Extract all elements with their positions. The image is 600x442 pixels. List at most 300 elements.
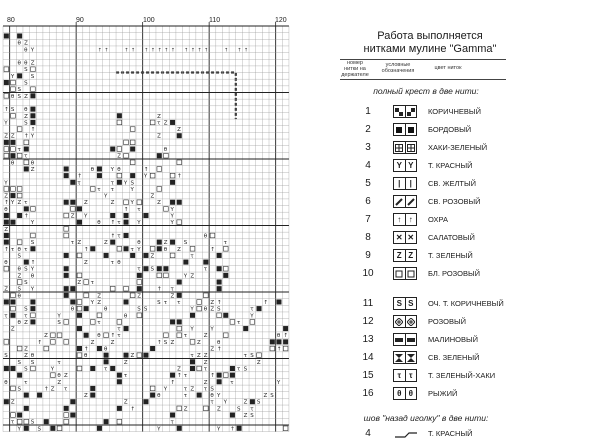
- svg-text:S: S: [236, 406, 241, 413]
- svg-text:τ: τ: [97, 186, 101, 193]
- thread-color-name: СВ. РОЗОВЫЙ: [428, 197, 481, 206]
- svg-text:Y: Y: [30, 286, 35, 293]
- svg-text:Y: Y: [110, 166, 114, 173]
- svg-text:Y: Y: [137, 220, 141, 227]
- thread-number: 16: [362, 388, 374, 399]
- svg-text:θ: θ: [217, 339, 221, 346]
- thread-number: 6: [365, 196, 371, 207]
- svg-text:↑: ↑: [4, 200, 9, 207]
- svg-text:S: S: [10, 107, 15, 114]
- svg-text:S: S: [37, 426, 41, 433]
- svg-text:Y: Y: [217, 393, 221, 400]
- thread-row: [300, 314, 560, 330]
- svg-text:S: S: [256, 399, 261, 406]
- svg-text:Y: Y: [163, 386, 168, 393]
- svg-text:Y: Y: [250, 313, 254, 320]
- svg-text:Y: Y: [30, 266, 35, 273]
- svg-text:↑: ↑: [223, 47, 229, 54]
- svg-text:τ: τ: [236, 366, 241, 373]
- svg-text:Y: Y: [143, 173, 148, 180]
- thread-number: 5: [365, 178, 371, 189]
- svg-text:Y: Y: [223, 399, 228, 406]
- svg-text:Z: Z: [24, 346, 28, 353]
- thread-row: [300, 140, 560, 156]
- svg-text:Z: Z: [210, 306, 215, 313]
- svg-text:Y: Y: [170, 220, 174, 227]
- svg-text:Z: Z: [170, 339, 175, 346]
- svg-text:S: S: [24, 120, 28, 127]
- svg-text:Z: Z: [77, 280, 82, 286]
- svg-text:τ: τ: [183, 373, 188, 380]
- svg-text:Z: Z: [150, 253, 155, 260]
- svg-text:τ: τ: [170, 286, 174, 293]
- thread-row: [300, 194, 560, 210]
- svg-text:τ: τ: [117, 220, 121, 227]
- symbol-cell: [394, 334, 405, 345]
- svg-text:Z: Z: [117, 153, 122, 160]
- svg-text:Z: Z: [203, 379, 208, 386]
- svg-text:τ: τ: [24, 153, 28, 160]
- thread-color-name: Т. КРАСНЫЙ: [428, 161, 473, 170]
- svg-text:↑: ↑: [4, 107, 9, 114]
- axis-number-90: 90: [76, 17, 84, 24]
- thread-color-name: ОХРА: [428, 215, 449, 224]
- svg-text:Y: Y: [157, 426, 161, 433]
- svg-text:θ: θ: [10, 93, 15, 100]
- svg-text:↑: ↑: [143, 166, 149, 173]
- symbol-cell: ✕: [395, 233, 403, 242]
- symbol-cell: [405, 334, 417, 345]
- svg-text:S: S: [24, 266, 28, 273]
- svg-text:Z: Z: [150, 193, 155, 200]
- backstitch-section-title: шов "назад иголку" в две нити:: [363, 413, 489, 423]
- svg-text:Z: Z: [177, 246, 181, 253]
- thread-color-name: БЛ. РОЗОВЫЙ: [428, 269, 480, 278]
- svg-text:τ: τ: [70, 240, 75, 247]
- svg-text:τ: τ: [110, 260, 114, 267]
- svg-text:Z: Z: [137, 293, 141, 300]
- svg-text:S: S: [217, 306, 221, 313]
- thread-number: 7: [365, 214, 371, 225]
- svg-text:τ: τ: [130, 246, 134, 253]
- svg-text:Z: Z: [24, 319, 28, 326]
- svg-text:Z: Z: [256, 359, 261, 366]
- s-letter-icon: [393, 297, 417, 310]
- svg-text:τ: τ: [4, 313, 8, 320]
- svg-text:Z: Z: [203, 353, 208, 360]
- svg-text:↑: ↑: [30, 260, 36, 267]
- svg-text:τ: τ: [24, 246, 28, 253]
- axis-number-80: 80: [7, 17, 15, 24]
- svg-text:↑: ↑: [184, 47, 189, 54]
- svg-text:Z: Z: [30, 60, 35, 67]
- y-letter-icon: [393, 159, 417, 172]
- svg-text:Z: Z: [197, 339, 201, 346]
- svg-text:Z: Z: [210, 299, 215, 306]
- svg-text:Z: Z: [44, 333, 48, 340]
- thread-row: [300, 332, 560, 348]
- svg-text:↑: ↑: [230, 426, 235, 433]
- svg-text:Z: Z: [243, 399, 248, 406]
- svg-text:θ: θ: [24, 47, 28, 54]
- svg-text:τ: τ: [17, 147, 21, 153]
- svg-text:τ: τ: [110, 186, 114, 193]
- thread-number: 4: [365, 428, 371, 439]
- svg-text:Z: Z: [110, 339, 115, 346]
- svg-text:Z: Z: [84, 260, 88, 267]
- svg-text:Z: Z: [84, 200, 88, 207]
- svg-text:Z: Z: [210, 346, 215, 353]
- thread-color-name: РЫЖИЙ: [428, 389, 458, 398]
- svg-text:τ: τ: [64, 386, 68, 393]
- legend-title: Работа выполняется: [377, 30, 483, 42]
- svg-text:Z: Z: [57, 379, 62, 386]
- svg-text:θ: θ: [30, 353, 35, 360]
- svg-text:↑: ↑: [144, 47, 149, 54]
- full-cross-section-title: полный крест в две нити:: [373, 86, 479, 96]
- symbol-cell: [394, 352, 405, 363]
- svg-text:Y: Y: [57, 313, 61, 320]
- svg-text:τ: τ: [123, 373, 128, 380]
- svg-text:↑: ↑: [130, 47, 136, 54]
- svg-text:θ: θ: [90, 166, 95, 173]
- theta-circle-icon: [393, 387, 417, 400]
- svg-text:θ: θ: [163, 147, 168, 153]
- svg-text:S: S: [210, 386, 214, 393]
- svg-text:τ: τ: [117, 233, 121, 240]
- svg-text:↑: ↑: [190, 47, 195, 54]
- svg-text:θ: θ: [97, 220, 101, 227]
- svg-text:τ: τ: [137, 266, 141, 273]
- svg-text:↑: ↑: [217, 299, 222, 306]
- thread-color-name: КОРИЧНЕВЫЙ: [428, 107, 481, 116]
- svg-text:Z: Z: [4, 133, 8, 140]
- svg-text:S: S: [24, 80, 28, 87]
- svg-text:Y: Y: [183, 273, 188, 280]
- svg-text:Z: Z: [157, 133, 161, 140]
- svg-text:θ: θ: [17, 60, 21, 67]
- svg-text:↑: ↑: [30, 127, 36, 134]
- thread-row: [300, 266, 560, 282]
- thread-color-name: Т. КРАСНЫЙ: [428, 429, 473, 438]
- solid-squares-icon: [393, 123, 417, 136]
- symbol-cell: |: [398, 179, 401, 188]
- svg-text:Z: Z: [243, 413, 248, 419]
- pattern-grid: [0, 0, 292, 437]
- backstitch-line-icon: [395, 432, 417, 438]
- thread-color-name: РОЗОВЫЙ: [428, 317, 466, 326]
- thread-row: [300, 350, 560, 366]
- svg-text:Z: Z: [190, 386, 195, 393]
- svg-text:Z: Z: [263, 393, 268, 400]
- svg-text:S: S: [30, 359, 35, 366]
- svg-text:τ: τ: [57, 359, 61, 366]
- svg-text:S: S: [17, 93, 21, 100]
- symbol-cell: τ: [397, 371, 402, 380]
- svg-text:↑: ↑: [210, 246, 215, 253]
- svg-text:τ: τ: [117, 333, 121, 340]
- svg-text:↑: ↑: [104, 47, 109, 54]
- svg-text:θ: θ: [30, 160, 35, 167]
- symbol-cell: Z: [396, 251, 402, 260]
- svg-text:Z: Z: [10, 399, 15, 406]
- svg-text:Z: Z: [203, 333, 208, 340]
- svg-text:↑: ↑: [164, 47, 169, 54]
- svg-text:Y: Y: [190, 306, 194, 313]
- svg-text:↑: ↑: [110, 233, 116, 240]
- svg-text:Z: Z: [64, 373, 68, 380]
- thread-row: [300, 176, 560, 192]
- hollow-square-icon: [393, 267, 417, 280]
- svg-text:Y: Y: [130, 186, 134, 193]
- symbol-cell: [405, 196, 417, 207]
- svg-text:↑: ↑: [130, 406, 136, 413]
- svg-text:S: S: [250, 413, 254, 419]
- svg-text:τ: τ: [24, 313, 28, 320]
- svg-text:τ: τ: [10, 419, 15, 426]
- svg-text:τ: τ: [90, 280, 94, 286]
- z-letter-icon: [393, 249, 417, 262]
- svg-text:τ: τ: [10, 246, 15, 253]
- svg-text:θ: θ: [163, 246, 168, 253]
- svg-text:θ: θ: [17, 246, 21, 253]
- thread-number: 13: [362, 334, 374, 345]
- symbol-cell: ↑: [405, 214, 417, 225]
- grid-squares-icon: [393, 141, 417, 154]
- svg-text:θ: θ: [203, 233, 208, 240]
- svg-text:θ: θ: [117, 260, 121, 267]
- svg-text:Y: Y: [123, 180, 128, 187]
- svg-text:Z: Z: [163, 240, 168, 247]
- svg-text:Y: Y: [190, 326, 194, 333]
- svg-text:S: S: [163, 339, 168, 346]
- svg-text:↑: ↑: [110, 333, 116, 340]
- svg-text:↑: ↑: [84, 246, 89, 253]
- svg-text:↑: ↑: [170, 379, 176, 386]
- thread-color-name: Т. ЗЕЛЕНЫЙ: [428, 251, 473, 260]
- svg-text:↑: ↑: [217, 346, 222, 353]
- svg-text:S: S: [183, 240, 188, 247]
- svg-text:τ: τ: [210, 399, 214, 406]
- svg-text:Y: Y: [10, 73, 15, 80]
- symbol-cell: [394, 124, 405, 135]
- svg-text:Y: Y: [137, 246, 141, 253]
- svg-text:Z: Z: [197, 353, 201, 360]
- svg-text:↑: ↑: [276, 346, 282, 353]
- thread-legend: [300, 0, 600, 437]
- svg-text:↑: ↑: [77, 173, 82, 180]
- svg-text:Y: Y: [30, 133, 35, 140]
- svg-text:τ: τ: [190, 353, 194, 360]
- svg-text:↑: ↑: [210, 373, 215, 380]
- mixed-squares-icon: [393, 105, 417, 118]
- svg-text:Z: Z: [123, 399, 128, 406]
- thread-color-name: БОРДОВЫЙ: [428, 125, 472, 134]
- symbol-cell: [394, 142, 405, 153]
- symbol-cell: [405, 124, 417, 135]
- svg-text:S: S: [137, 306, 141, 313]
- svg-text:τ: τ: [223, 240, 227, 247]
- svg-text:Y: Y: [4, 180, 8, 187]
- svg-text:τ: τ: [190, 253, 194, 260]
- svg-text:Z: Z: [24, 93, 28, 100]
- symbol-cell: [394, 316, 405, 327]
- svg-text:θ: θ: [4, 206, 8, 213]
- svg-text:↑: ↑: [24, 213, 29, 220]
- symbol-cell: S: [396, 299, 402, 308]
- svg-text:θ: θ: [123, 313, 128, 320]
- thread-number: 12: [362, 316, 374, 327]
- svg-text:τ: τ: [203, 366, 208, 373]
- backstitch-row: [300, 426, 560, 442]
- header-bottom-rule: [340, 79, 506, 80]
- symbol-cell: |: [405, 178, 417, 189]
- svg-text:θ: θ: [4, 260, 8, 267]
- svg-text:S: S: [30, 240, 35, 247]
- svg-text:↑: ↑: [243, 47, 249, 54]
- svg-text:Y: Y: [50, 366, 55, 373]
- thread-row: [300, 158, 560, 174]
- svg-text:S: S: [17, 87, 21, 94]
- svg-text:τ: τ: [243, 353, 247, 360]
- thread-row: [300, 368, 560, 384]
- svg-text:Z: Z: [4, 286, 8, 293]
- svg-text:Z: Z: [77, 240, 82, 247]
- symbol-cell: θ: [405, 388, 417, 399]
- svg-text:θ: θ: [203, 306, 208, 313]
- axis-number-110: 110: [209, 17, 221, 24]
- svg-text:θ: θ: [97, 333, 101, 340]
- thread-number: 3: [365, 142, 371, 153]
- symbol-cell: [394, 196, 405, 207]
- svg-text:τ: τ: [117, 326, 121, 333]
- svg-text:τ: τ: [163, 299, 168, 306]
- svg-text:τ: τ: [24, 200, 28, 207]
- header-thread-number: номер нитки на держателе: [341, 60, 369, 78]
- vertical-bar-icon: [393, 177, 417, 190]
- svg-text:Z: Z: [163, 120, 168, 127]
- svg-text:Z: Z: [97, 299, 102, 306]
- svg-text:↑: ↑: [237, 47, 242, 54]
- svg-text:τ: τ: [24, 379, 28, 386]
- header-thread-color: цвет ниток: [434, 65, 462, 71]
- svg-text:τ: τ: [250, 406, 254, 413]
- svg-text:↑: ↑: [123, 206, 129, 213]
- svg-text:θ: θ: [84, 353, 88, 360]
- svg-text:Z: Z: [217, 406, 221, 413]
- svg-text:↑: ↑: [44, 386, 49, 393]
- svg-text:Z: Z: [24, 40, 28, 47]
- svg-text:τ: τ: [183, 393, 188, 400]
- diamond-plus-icon: [393, 315, 417, 328]
- svg-text:Z: Z: [10, 133, 15, 140]
- svg-text:Z: Z: [17, 273, 22, 280]
- thread-row: [300, 386, 560, 402]
- thread-row: [300, 230, 560, 246]
- thread-row: [300, 104, 560, 120]
- symbol-cell: [405, 106, 417, 117]
- svg-text:τ: τ: [203, 386, 208, 393]
- symbol-cell: ✕: [405, 232, 417, 243]
- svg-text:τ: τ: [77, 180, 81, 187]
- svg-text:Y: Y: [276, 379, 281, 386]
- svg-text:θ: θ: [70, 306, 75, 313]
- thread-color-name: ОЧ. Т. КОРИЧНЕВЫЙ: [428, 299, 504, 308]
- svg-text:S: S: [24, 366, 28, 373]
- symbol-cell: ↑: [397, 215, 402, 224]
- thread-row: [300, 248, 560, 264]
- svg-text:↑: ↑: [4, 246, 9, 253]
- svg-text:τ: τ: [97, 319, 101, 326]
- svg-text:Y: Y: [30, 220, 35, 227]
- svg-text:↑: ↑: [283, 333, 289, 340]
- svg-text:S: S: [150, 266, 154, 273]
- svg-text:τ: τ: [230, 379, 234, 386]
- svg-text:S: S: [57, 319, 61, 326]
- svg-text:Z: Z: [203, 359, 208, 366]
- svg-text:S: S: [17, 359, 21, 366]
- thread-color-name: МАЛИНОВЫЙ: [428, 335, 479, 344]
- svg-text:θ: θ: [157, 393, 161, 400]
- thread-row: [300, 122, 560, 138]
- symbol-cell: Z: [405, 250, 417, 261]
- hourglass-icon: [393, 351, 417, 364]
- svg-text:↑: ↑: [177, 373, 182, 380]
- svg-text:Z: Z: [97, 293, 102, 300]
- symbol-cell: [394, 268, 405, 279]
- svg-text:τ: τ: [170, 419, 174, 426]
- svg-text:Z: Z: [70, 213, 75, 220]
- tau-letter-icon: [393, 369, 417, 382]
- svg-text:S: S: [17, 253, 21, 260]
- thread-color-name: СВ. ЖЕЛТЫЙ: [428, 179, 477, 188]
- thread-number: 9: [365, 250, 371, 261]
- svg-text:↑: ↑: [84, 346, 89, 353]
- svg-text:Z: Z: [84, 393, 88, 400]
- thread-row: [300, 296, 560, 312]
- svg-text:↑: ↑: [204, 47, 209, 54]
- thread-number: 10: [362, 268, 374, 279]
- svg-text:τ: τ: [110, 180, 114, 187]
- svg-text:τ: τ: [250, 306, 254, 313]
- svg-text:τ: τ: [177, 299, 181, 306]
- svg-text:↑: ↑: [177, 173, 182, 180]
- svg-text:S: S: [157, 299, 161, 306]
- thread-row: [300, 212, 560, 228]
- svg-text:↑: ↑: [24, 133, 29, 140]
- bar-cross-icon: [393, 333, 417, 346]
- svg-text:Z: Z: [24, 353, 28, 360]
- symbol-cell: [394, 106, 405, 117]
- svg-text:Z: Z: [170, 293, 175, 300]
- header-symbols: условные обозначения: [381, 62, 415, 74]
- symbol-cell: Y: [405, 160, 417, 171]
- svg-text:θ: θ: [17, 40, 21, 47]
- svg-text:Z: Z: [30, 166, 35, 173]
- svg-text:Y: Y: [4, 120, 8, 127]
- thread-number: 14: [362, 352, 374, 363]
- svg-text:↑: ↑: [150, 47, 156, 54]
- thread-number: 11: [362, 298, 374, 309]
- star-cross-icon: [393, 231, 417, 244]
- thread-color-name: ХАКИ-ЗЕЛЕНЫЙ: [428, 143, 488, 152]
- svg-text:S: S: [143, 306, 148, 313]
- up-arrow-icon: [393, 213, 417, 226]
- svg-text:Z: Z: [24, 113, 28, 120]
- svg-text:↑: ↑: [157, 286, 162, 293]
- svg-text:θ: θ: [10, 160, 15, 167]
- svg-text:Z: Z: [183, 406, 188, 413]
